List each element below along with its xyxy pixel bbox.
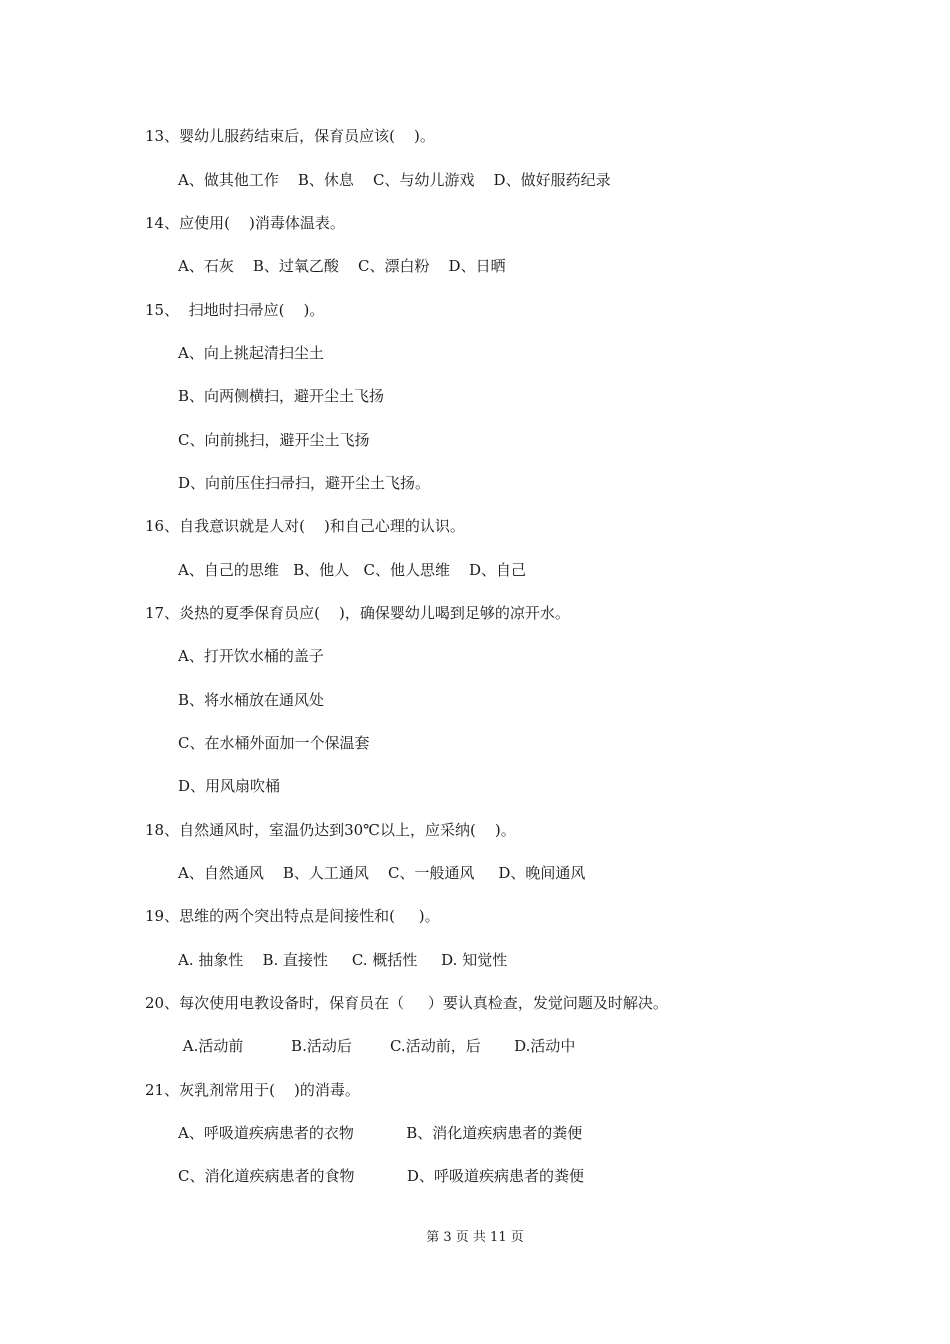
question-14-options: A、石灰 B、过氧乙酸 C、漂白粉 D、日晒 <box>178 257 506 275</box>
question-14: 14、应使用( )消毒体温表。 <box>145 214 345 232</box>
question-17-option-b: B、将水桶放在通风处 <box>178 691 325 709</box>
question-19: 19、思维的两个突出特点是间接性和( )。 <box>145 907 440 925</box>
question-16: 16、自我意识就是人对( )和自己心理的认识。 <box>145 517 465 535</box>
question-15-option-c: C、向前挑扫，避开尘土飞扬 <box>178 431 370 449</box>
question-17-option-a: A、打开饮水桶的盖子 <box>178 647 324 665</box>
question-15-option-d: D、向前压住扫帚扫，避开尘土飞扬。 <box>178 474 431 492</box>
question-16-options: A、自己的思维 B、他人 C、他人思维 D、自己 <box>178 561 527 579</box>
question-15-option-b: B、向两侧横扫，避开尘土飞扬 <box>178 387 385 405</box>
question-13: 13、婴幼儿服药结束后，保育员应该( )。 <box>145 127 435 145</box>
question-17-option-d: D、用风扇吹桶 <box>178 777 281 795</box>
question-21: 21、灰乳剂常用于( )的消毒。 <box>145 1081 360 1099</box>
page-number-footer: 第 3 页 共 11 页 <box>426 1230 524 1245</box>
question-18-options: A、自然通风 B、人工通风 C、一般通风 D、晚间通风 <box>178 864 586 882</box>
question-21-options-ab: A、呼吸道疾病患者的衣物 B、消化道疾病患者的粪便 <box>178 1124 583 1142</box>
question-13-options: A、做其他工作 B、休息 C、与幼儿游戏 D、做好服药纪录 <box>178 171 611 189</box>
question-21-options-cd: C、消化道疾病患者的食物 D、呼吸道疾病患者的粪便 <box>178 1167 584 1185</box>
question-15-option-a: A、向上挑起清扫尘土 <box>178 344 324 362</box>
question-17: 17、炎热的夏季保育员应( )，确保婴幼儿喝到足够的凉开水。 <box>145 604 570 622</box>
question-20: 20、每次使用电教设备时，保育员在（ ）要认真检查，发觉问题及时解决。 <box>145 994 668 1012</box>
question-19-options: A. 抽象性 B. 直接性 C. 概括性 D. 知觉性 <box>178 951 508 969</box>
question-20-options: A.活动前 B.活动后 C.活动前，后 D.活动中 <box>178 1037 576 1055</box>
question-17-option-c: C、在水桶外面加一个保温套 <box>178 734 370 752</box>
question-15: 15、 扫地时扫帚应( )。 <box>145 301 325 319</box>
question-18: 18、自然通风时，室温仍达到30℃以上，应采纳( )。 <box>145 821 516 839</box>
